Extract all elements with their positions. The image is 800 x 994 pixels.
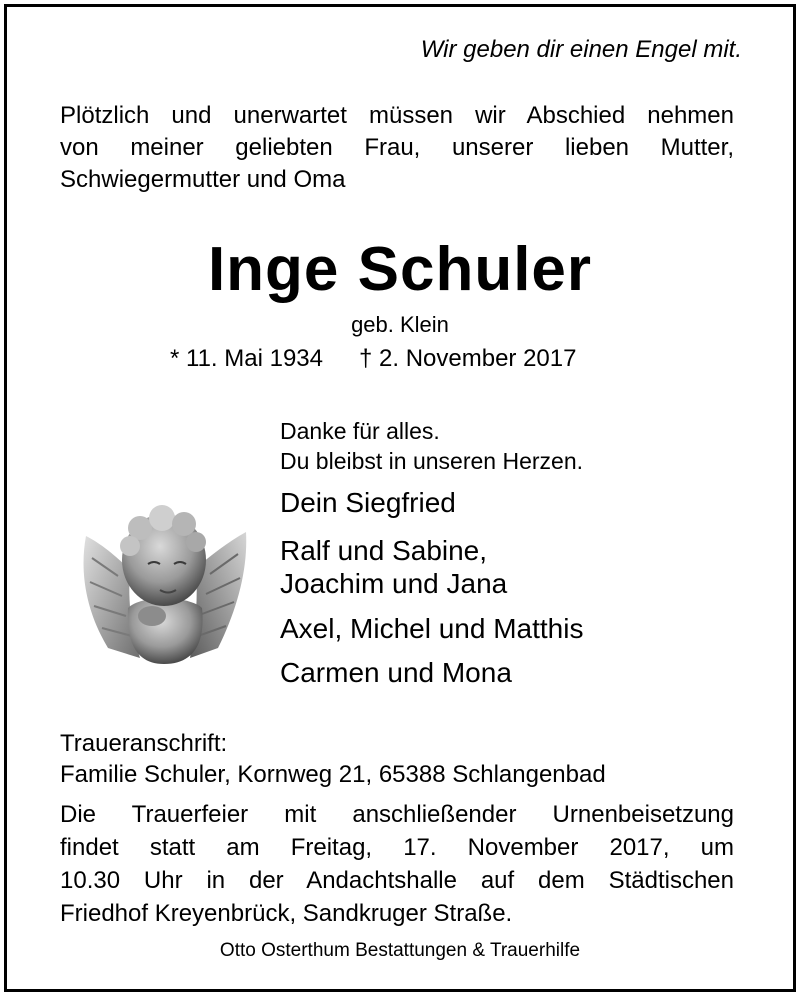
mourner-group (280, 612, 583, 645)
address-line: Familie Schuler, Kornweg 21, 65388 Schlangenbad (60, 761, 606, 788)
angel-figure-image (78, 498, 250, 664)
life-dates (170, 345, 576, 373)
mourner-line: Carmen und Mona (280, 657, 512, 688)
intro-line: von meiner geliebten Frau, unserer lieben Mutter, (60, 134, 734, 161)
birth-date: * 11. Mai 1934 (170, 345, 323, 372)
ceremony-info (60, 798, 734, 930)
mourner-line: Ralf und Sabine, (280, 535, 488, 566)
ceremony-line: Friedhof Kreyenbrück, Sandkruger Straße. (60, 900, 513, 927)
ceremony-line: 10.30 Uhr in der Andachtshalle auf dem Städtischen (60, 867, 734, 894)
mourner-group (280, 486, 456, 519)
mourner-line: Dein Siegfried (280, 487, 456, 518)
mourner-line: Axel, Michel und Matthis (280, 613, 584, 644)
thanks-text (280, 416, 583, 476)
motto: Wir geben dir einen Engel mit. (420, 36, 742, 63)
funeral-home: Otto Osterthum Bestattungen & Trauerhilfe (219, 940, 581, 961)
birth-name: geb. Klein (351, 312, 449, 337)
intro-line: Schwiegermutter und Oma (60, 166, 346, 193)
address-label: Traueranschrift: (60, 730, 228, 757)
intro-line: Plötzlich und unerwartet müssen wir Abschied nehmen (60, 102, 734, 129)
deceased-name: Inge Schuler (207, 235, 593, 304)
ceremony-line: findet statt am Freitag, 17. November 2017, um (60, 834, 734, 861)
mourner-line: Joachim und Jana (280, 568, 508, 599)
death-date: † 2. November 2017 (359, 345, 577, 372)
mourning-address (60, 728, 606, 790)
intro-text (60, 100, 734, 196)
thanks-line: Danke für alles. (280, 418, 440, 444)
mourner-group (280, 656, 512, 689)
thanks-line: Du bleibst in unseren Herzen. (280, 448, 583, 474)
ceremony-line: Die Trauerfeier mit anschließender Urnenbeisetzung (60, 801, 734, 828)
mourner-group (280, 534, 507, 600)
